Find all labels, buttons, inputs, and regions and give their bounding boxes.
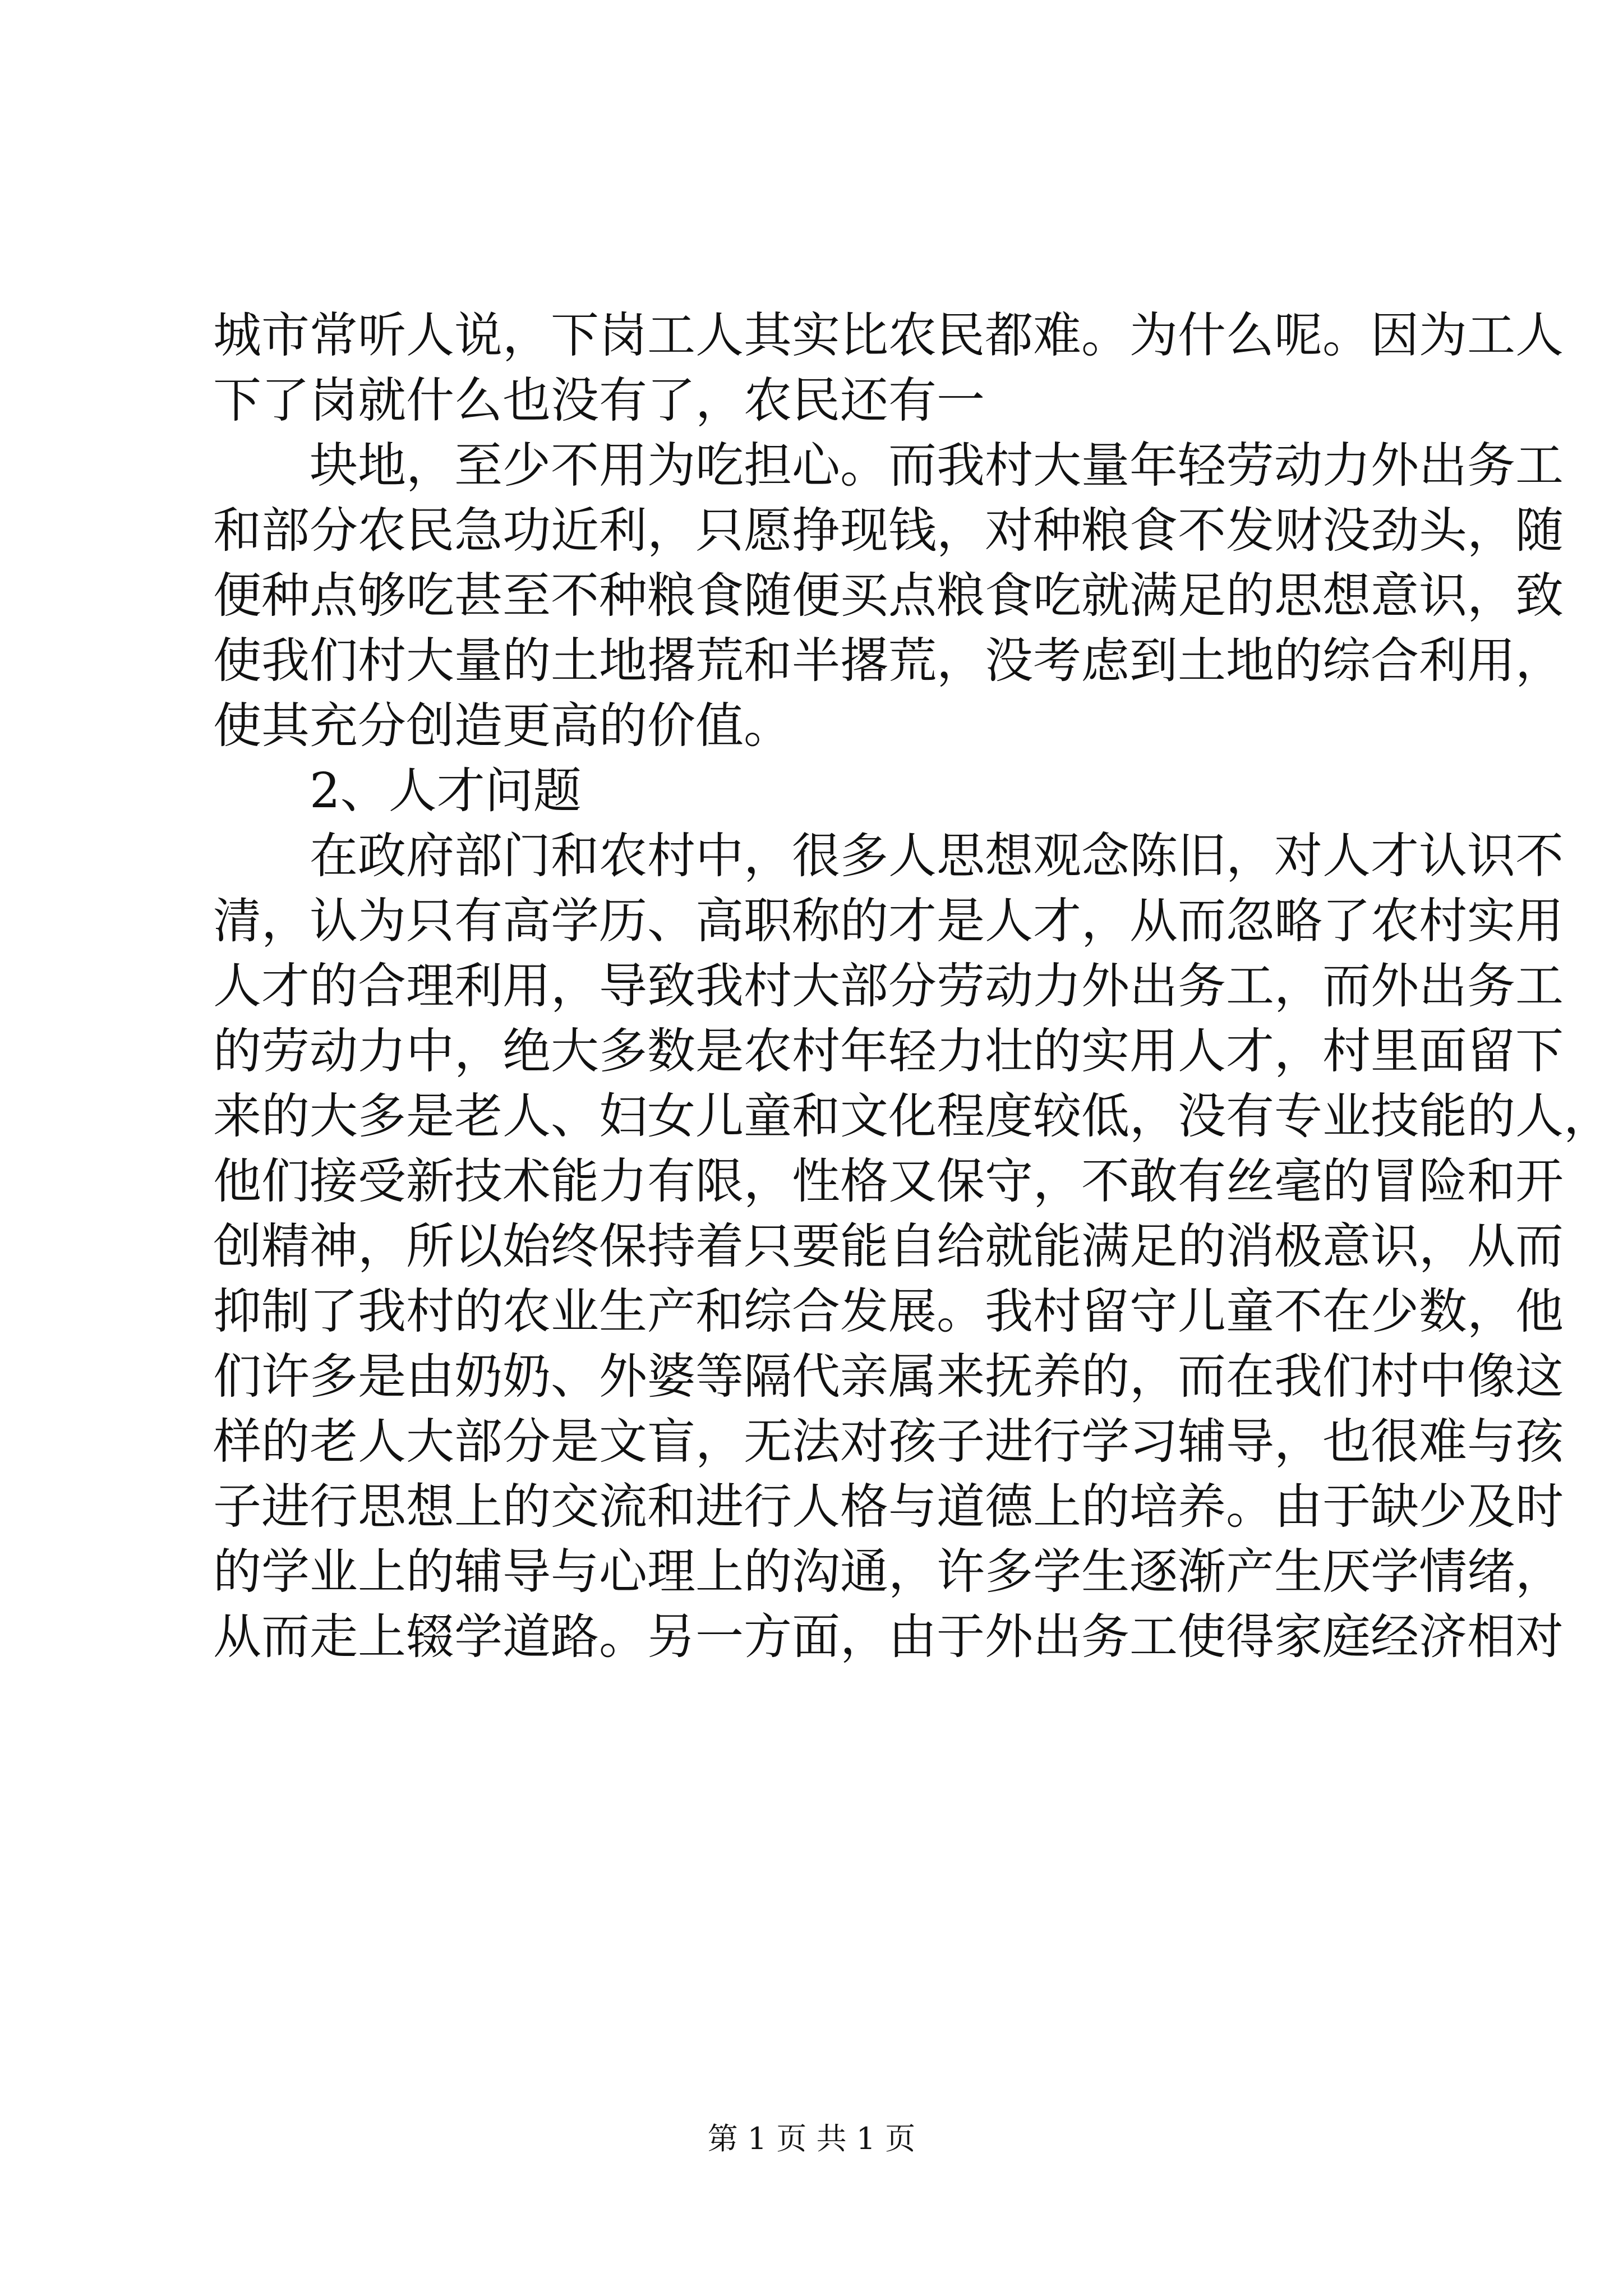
text-line: 从而走上辍学道路。另一方面，由于外出务工使得家庭经济相对 [213, 1609, 1564, 1665]
text-line: 使我们村大量的土地撂荒和半撂荒，没考虑到土地的综合利用， [213, 633, 1564, 689]
page-number-footer: 第 1 页 共 1 页 [707, 2121, 916, 2156]
text-line: 块地，至少不用为吃担心。而我村大量年轻劳动力外出务工 [310, 438, 1564, 494]
text-line: 在政府部门和农村中，很多人思想观念陈旧，对人才认识不 [310, 828, 1564, 884]
text-line: 创精神，所以始终保持着只要能自给就能满足的消极意识，从而 [213, 1218, 1564, 1274]
text-line: 样的老人大部分是文盲，无法对孩子进行学习辅导，也很难与孩 [213, 1414, 1564, 1470]
text-line: 下了岗就什么也没有了，农民还有一 [213, 372, 985, 429]
text-line: 便种点够吃甚至不种粮食随便买点粮食吃就满足的思想意识，致 [213, 568, 1564, 624]
text-line: 人才的合理利用，导致我村大部分劳动力外出务工，而外出务工 [213, 958, 1564, 1014]
section-heading: 2、人才问题 [310, 763, 582, 819]
text-line: 使其充分创造更高的价值。 [213, 698, 792, 754]
text-line: 清，认为只有高学历、高职称的才是人才，从而忽略了农村实用 [213, 893, 1564, 949]
text-line: 们许多是由奶奶、外婆等隔代亲属来抚养的，而在我们村中像这 [213, 1349, 1564, 1405]
text-line: 抑制了我村的农业生产和综合发展。我村留守儿童不在少数，他 [213, 1283, 1564, 1340]
document-body [213, 303, 1612, 1669]
text-line: 来的大多是老人、妇女儿童和文化程度较低，没有专业技能的人， [213, 1088, 1612, 1144]
text-line: 城市常听人说，下岗工人其实比农民都难。为什么呢。因为工人 [213, 307, 1564, 364]
text-line: 的学业上的辅导与心理上的沟通，许多学生逐渐产生厌学情绪， [213, 1544, 1564, 1600]
text-line: 他们接受新技术能力有限，性格又保守，不敢有丝毫的冒险和开 [213, 1153, 1564, 1209]
text-line: 子进行思想上的交流和进行人格与道德上的培养。由于缺少及时 [213, 1479, 1564, 1535]
text-line: 的劳动力中，绝大多数是农村年轻力壮的实用人才，村里面留下 [213, 1023, 1564, 1079]
text-line: 和部分农民急功近利，只愿挣现钱，对种粮食不发财没劲头，随 [213, 503, 1564, 559]
